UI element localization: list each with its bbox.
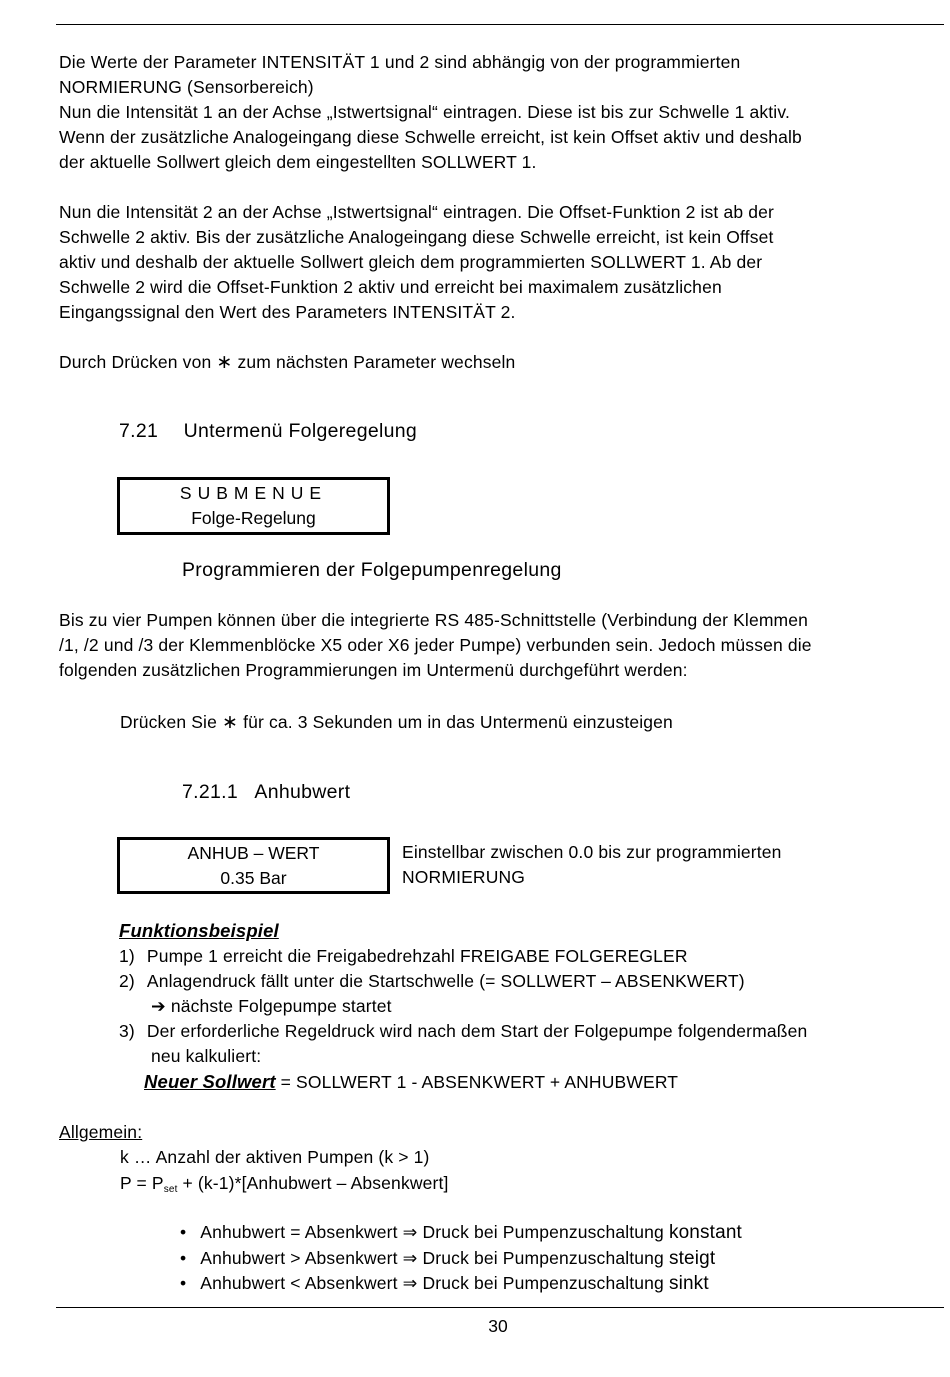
- text-line: Schwelle 2 wird die Offset-Funktion 2 aktiv und erreicht bei maximalem zusätzlichen: [59, 277, 722, 297]
- formula-line: [144, 1069, 678, 1095]
- bullet-icon: •: [180, 1248, 187, 1268]
- example-item-2: [119, 969, 745, 994]
- example-item-3: [119, 1019, 807, 1044]
- text-line: Schwelle 2 aktiv. Bis der zusätzliche Analogeingang diese Schwelle erreicht, ist kein Offset: [59, 227, 774, 247]
- bottom-rule: [56, 1307, 944, 1308]
- formula-text: = SOLLWERT 1 - ABSENKWERT + ANHUBWERT: [280, 1072, 679, 1092]
- list-item: [180, 1220, 742, 1245]
- section-number: 7.21: [119, 420, 159, 442]
- text-line: NORMIERUNG: [402, 867, 526, 887]
- item-text: Pumpe 1 erreicht die Freigabedrehzahl FREIGABE FOLGEREGLER: [146, 946, 688, 966]
- display-line-1: ANHUB – WERT: [187, 843, 320, 863]
- bullet-result: steigt: [668, 1248, 716, 1269]
- bullet-icon: •: [180, 1222, 187, 1242]
- general-k-line: k … Anzahl der aktiven Pumpen (k > 1): [120, 1147, 430, 1167]
- text-line: Bis zu vier Pumpen können über die integrierte RS 485-Schnittstelle (Verbindung der Klemmen: [59, 610, 809, 630]
- submenu-display-box: [117, 477, 390, 535]
- list-item: [180, 1246, 715, 1271]
- bullet-right: Druck bei Pumpenzuschaltung: [422, 1248, 664, 1268]
- bullet-left: Anhubwert < Absenkwert: [200, 1273, 398, 1293]
- text-line: Wenn der zusätzliche Analogeingang diese Schwelle erreicht, ist kein Offset aktiv und deshalb: [59, 127, 802, 147]
- text-line: NORMIERUNG (Sensorbereich): [59, 77, 314, 97]
- general-p-formula: [120, 1171, 449, 1202]
- section-title: Anhubwert: [254, 781, 351, 803]
- bullet-result: sinkt: [668, 1273, 709, 1294]
- formula-label: Neuer Sollwert: [144, 1071, 276, 1092]
- page-number: 30: [488, 1316, 508, 1336]
- item-number: 1): [119, 946, 135, 966]
- text-line: aktiv und deshalb der aktuelle Sollwert gleich dem programmierten SOLLWERT 1. Ab der: [59, 252, 763, 272]
- hint-text-after: für ca. 3 Sekunden um in das Untermenü einzusteigen: [243, 712, 673, 732]
- bullet-right: Druck bei Pumpenzuschaltung: [422, 1222, 664, 1242]
- bullet-icon: •: [180, 1273, 187, 1293]
- text-line: Nun die Intensität 1 an der Achse „Istwertsignal“ eintragen. Diese ist bis zur Schwelle 1 aktiv.: [59, 102, 790, 122]
- hint-text-after: zum nächsten Parameter wechseln: [237, 352, 516, 372]
- p-prefix: P = P: [120, 1173, 164, 1193]
- bullet-right: Druck bei Pumpenzuschaltung: [422, 1273, 664, 1293]
- hint-text-before: Durch Drücken von: [59, 352, 212, 372]
- text-line: /1, /2 und /3 der Klemmenblöcke X5 oder X6 jeder Pumpe) verbunden sein. Jedoch müssen die: [59, 635, 812, 655]
- press-hint: [120, 710, 673, 735]
- example-item-3-continuation: neu kalkuliert:: [151, 1046, 262, 1066]
- example-heading: [119, 918, 279, 944]
- item-number: 2): [119, 971, 135, 991]
- section-number: 7.21.1: [182, 781, 239, 803]
- section-title: Untermenü Folgeregelung: [183, 420, 418, 442]
- example-arrow-line: [151, 994, 392, 1019]
- hint-text-before: Drücken Sie: [120, 712, 217, 732]
- section-heading-7-21-1: [182, 781, 350, 804]
- item-number: 3): [119, 1021, 135, 1041]
- display-line-2: Folge-Regelung: [191, 508, 316, 528]
- item-text: Der erforderliche Regeldruck wird nach dem Start der Folgepumpe folgendermaßen: [146, 1021, 808, 1041]
- asterisk-key-icon: ∗: [216, 352, 233, 373]
- text-line: Die Werte der Parameter INTENSITÄT 1 und 2 sind abhängig von der programmierten: [59, 52, 741, 72]
- top-rule: [56, 24, 944, 25]
- p-subscript: set: [163, 1184, 178, 1195]
- list-item: [180, 1271, 709, 1296]
- general-label: Allgemein:: [59, 1122, 143, 1142]
- bullet-result: konstant: [668, 1222, 742, 1243]
- text-line: Einstellbar zwischen 0.0 bis zur programmierten: [402, 842, 782, 862]
- item-text: Anlagendruck fällt unter die Startschwelle (= SOLLWERT – ABSENKWERT): [146, 971, 745, 991]
- implies-arrow-icon: ⇒: [402, 1248, 418, 1268]
- next-parameter-hint: [59, 350, 515, 375]
- implies-arrow-icon: ⇒: [402, 1273, 418, 1293]
- display-line-1: SUBMENUE: [179, 483, 328, 503]
- bullet-left: Anhubwert = Absenkwert: [200, 1222, 398, 1242]
- text-line: Nun die Intensität 2 an der Achse „Istwertsignal“ eintragen. Die Offset-Funktion 2 ist ab der: [59, 202, 774, 222]
- arrow-right-icon: ➔: [151, 996, 166, 1016]
- example-item-1: [119, 944, 688, 969]
- p-suffix: + (k-1)*[Anhubwert – Absenkwert]: [177, 1173, 449, 1193]
- anhub-display-box: [117, 837, 390, 894]
- text-line: folgenden zusätzlichen Programmierungen im Untermenü durchgeführt werden:: [59, 660, 688, 680]
- arrow-text: nächste Folgepumpe startet: [170, 996, 392, 1016]
- example-heading-text: Funktionsbeispiel: [119, 920, 279, 941]
- bullet-left: Anhubwert > Absenkwert: [200, 1248, 398, 1268]
- text-line: der aktuelle Sollwert gleich dem eingestellten SOLLWERT 1.: [59, 152, 537, 172]
- section-heading-7-21: [119, 420, 417, 443]
- implies-arrow-icon: ⇒: [402, 1222, 418, 1242]
- asterisk-key-icon: ∗: [221, 712, 239, 733]
- subheading: Programmieren der Folgepumpenregelung: [182, 559, 562, 581]
- text-line: Eingangssignal den Wert des Parameters INTENSITÄT 2.: [59, 302, 516, 322]
- display-line-2: 0.35 Bar: [220, 868, 287, 888]
